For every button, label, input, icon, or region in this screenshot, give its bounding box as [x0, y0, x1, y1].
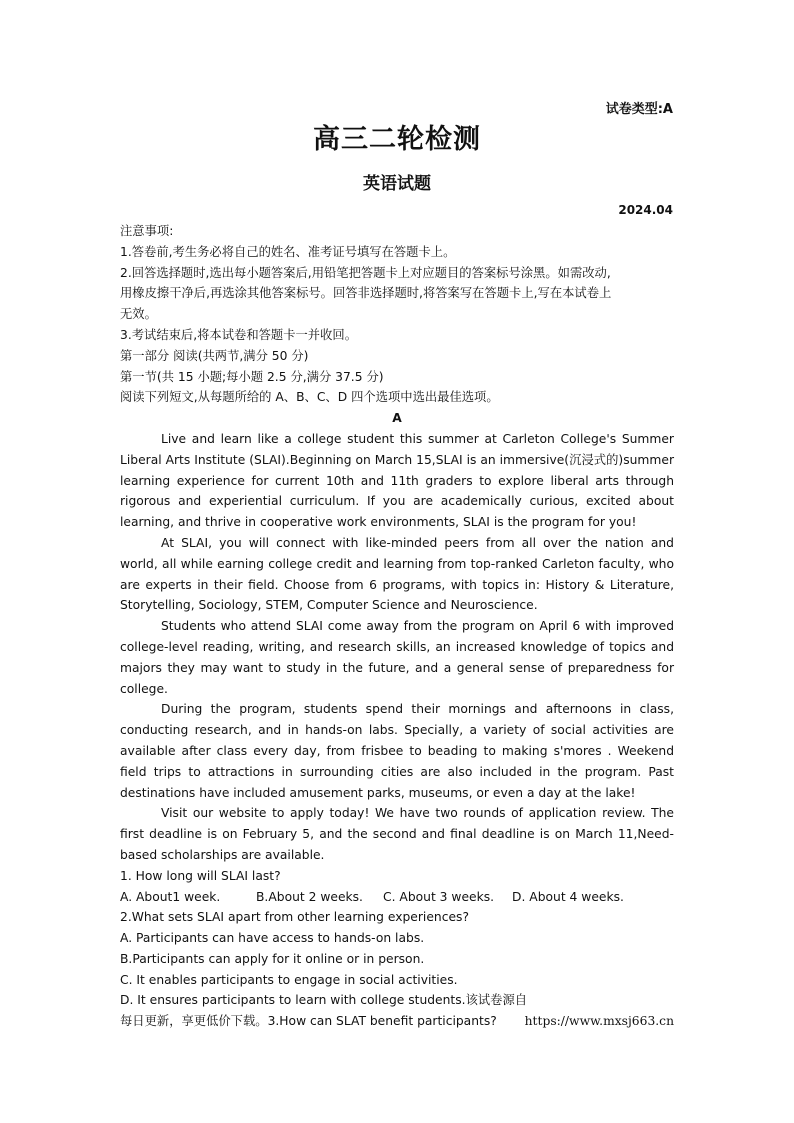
passage-paragraph-3: Students who attend SLAI come away from the program on April 6 with improved college-level reading, writing, and research skills, an increased knowledge of topics and majors they may want to study in the future, and a general sense of preparedness for college.	[120, 619, 674, 696]
q1-option-c: C. About 3 weeks.	[383, 889, 495, 904]
note-item-2-line-2: 用橡皮擦干净后,再选涂其他答案标号。回答非选择题时,将答案写在答题卡上,写在本试卷上	[120, 286, 612, 301]
exam-title: 高三二轮检测	[313, 124, 481, 155]
question-1: 1. How long will SLAI last?	[120, 868, 281, 883]
q1-option-a: A. About1 week.	[120, 889, 221, 904]
q1-option-d: D. About 4 weeks.	[512, 889, 624, 904]
note-item-1: 1.答卷前,考生务必将自己的姓名、准考证号填写在答题卡上。	[120, 244, 456, 259]
passage-label: A	[392, 411, 402, 426]
exam-date: 2024.04	[618, 203, 673, 217]
watermark-text: 该试卷源自	[465, 993, 528, 1008]
reading-instruction: 阅读下列短文,从每题所给的 A、B、C、D 四个选项中选出最佳选项。	[120, 390, 499, 405]
paper-type-label: 试卷类型:A	[605, 102, 673, 117]
q1-option-b: B.About 2 weeks.	[256, 889, 363, 904]
section-one-heading: 第一节(共 15 小题;每小题 2.5 分,满分 37.5 分)	[120, 369, 384, 384]
passage-paragraph-5: Visit our website to apply today! We have two rounds of application review. The first deadline is on February 5, and the second and final deadline is on March 11,Need-based scholarships are available.	[120, 806, 674, 862]
passage-paragraph-2: At SLAI, you will connect with like-minded peers from all over the nation and world, all while earning college credit and learning from top-ranked Carleton faculty, who are experts in their field. Choose from 6 programs, with topics in: History & Literature, Storytelling, Sociology, STEM, Computer Science and Neuroscience.	[120, 535, 674, 613]
watermark-url[interactable]: https://www.mxsj663.cn	[524, 1014, 674, 1029]
watermark-text-2: 每日更新，享更低价下载。	[120, 1014, 268, 1029]
question-2: 2.What sets SLAI apart from other learning experiences?	[120, 910, 469, 925]
exam-subtitle: 英语试题	[363, 174, 431, 194]
question-3: 3.How can SLAT benefit participants?	[267, 1014, 497, 1029]
notes-heading: 注意事项:	[120, 224, 174, 238]
q2-option-d: D. It ensures participants to learn with college students.	[120, 993, 466, 1008]
note-item-2-line-3: 无效。	[120, 307, 157, 322]
q2-option-a: A. Participants can have access to hands-on labs.	[120, 931, 425, 946]
q2-option-c: C. It enables participants to engage in social activities.	[120, 972, 458, 987]
note-item-3: 3.考试结束后,将本试卷和答题卡一并收回。	[120, 327, 357, 342]
note-item-2-line-1: 2.回答选择题时,选出每小题答案后,用铅笔把答题卡上对应题目的答案标号涂黑。如需改动,	[120, 265, 611, 280]
question-1-options	[120, 887, 674, 908]
part-one-heading: 第一部分 阅读(共两节,满分 50 分)	[120, 348, 309, 363]
passage-paragraph-4: During the program, students spend their mornings and afternoons in class, conducting research, and in hands-on labs. Specially, a variety of social activities are available after class every day, from frisbee to beading to making s'mores . Weekend field trips to attractions in surrounding cities are also included in the program. Past destinations have included amusement parks, museums, or even a day at the lake!	[120, 702, 674, 800]
exam-content	[120, 221, 674, 1032]
q2-option-b: B.Participants can apply for it online or in person.	[120, 951, 425, 966]
passage-paragraph-1: Live and learn like a college student this summer at Carleton College's Summer Liberal Arts Institute (SLAI).Beginning on March 15,SLAI is an immersive(沉浸式的)summer learning experience for current 10th and 11th graders to explore liberal arts through rigorous and experiential curriculum. If you are academically curious, excited about learning, and thrive in cooperative work environments, SLAI is the program for you!	[120, 431, 674, 530]
